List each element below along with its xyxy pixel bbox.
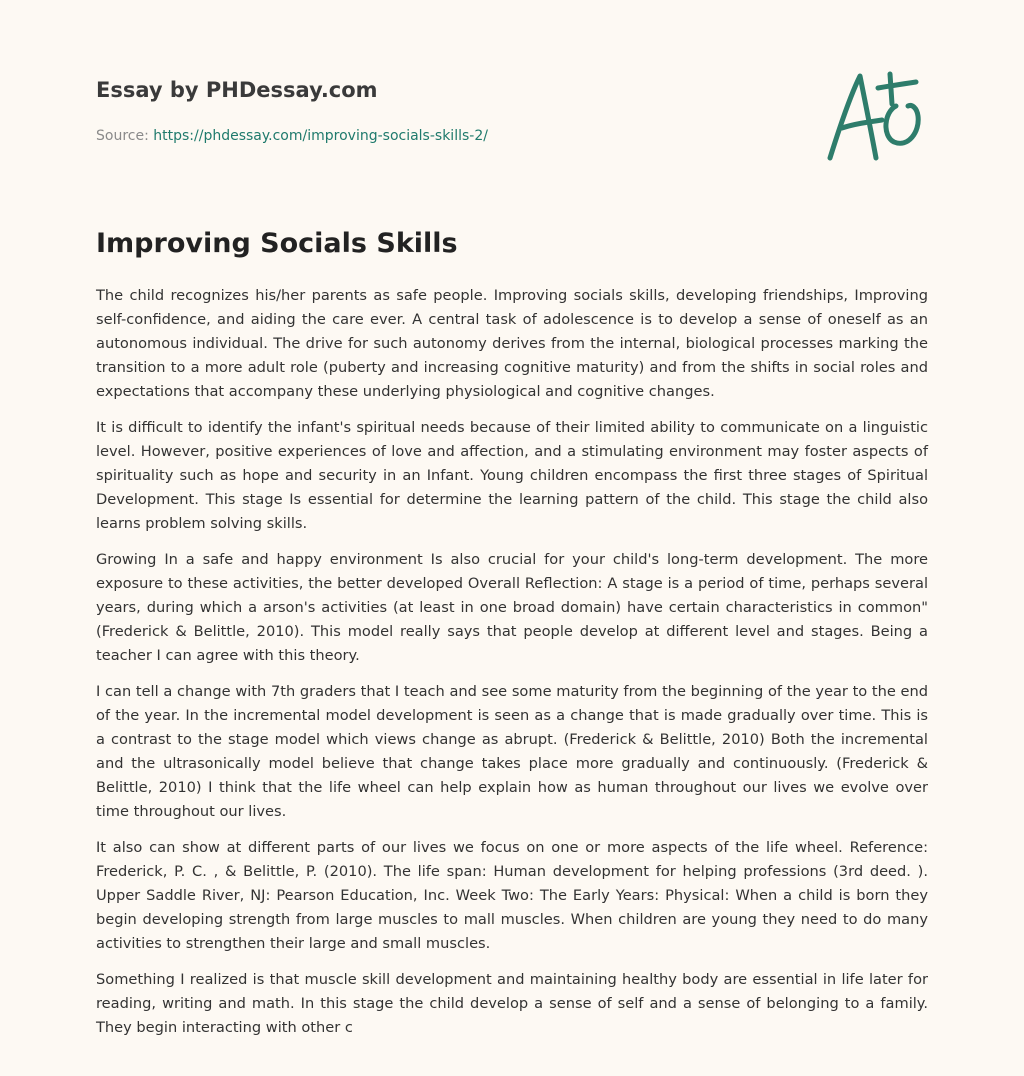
essay-title: Improving Socials Skills (96, 228, 458, 259)
essay-body (96, 284, 928, 1052)
source-label: Source: (96, 128, 149, 144)
site-title: Essay by PHDessay.com (96, 78, 378, 102)
essay-paragraph: Growing In a safe and happy environment Is also crucial for your child's long-term development. The more exposure to these activities, the better developed Overall Reflection: A stage is a period of time, perhaps several years, during which a arson's activities (at least in one broad domain) have certain characteristics in common" (Frederick & Belittle, 2010). This model really says that people develop at different level and stages. Being a teacher I can agree with this theory. (96, 551, 928, 664)
source-link[interactable]: https://phdessay.com/improving-socials-skills-2/ (153, 128, 488, 144)
page-header (96, 76, 796, 146)
essay-paragraph: It is difficult to identify the infant's spiritual needs because of their limited ability to communicate on a linguistic level. However, positive experiences of love and affection, and a stimulating environment may foster aspects of spirituality such as hope and security in an Infant. Young children encompass the first three stages of Spiritual Development. This stage Is essential for determine the learning pattern of the child. This stage the child also learns problem solving skills. (96, 419, 928, 532)
essay-paragraph: I can tell a change with 7th graders that I teach and see some maturity from the beginning of the year to the end of the year. In the incremental model development is seen as a change that is made gradually over time. This is a contrast to the stage model which views change as abrupt. (Frederick & Belittle, 2010) Both the incremental and the ultrasonically model believe that change takes place more gradually and continuously. (Frederick & Belittle, 2010) I think that the life wheel can help explain how as human throughout our lives we evolve over time throughout our lives. (96, 683, 928, 820)
source-line (96, 126, 796, 146)
essay-paragraph: It also can show at different parts of our lives we focus on one or more aspects of the life wheel. Reference: Frederick, P. C. , & Belittle, P. (2010). The life span: Human development for helping professions (3rd deed. ). Upper Saddle River, NJ: Pearson Education, Inc. Week Two: The Early Years: Physical: When a child is born they begin developing strength from large muscles to mall muscles. When children are young they need to do many activities to strengthen their large and small muscles. (96, 839, 928, 952)
a-plus-grade-icon (820, 66, 930, 166)
essay-paragraph: The child recognizes his/her parents as safe people. Improving socials skills, developing friendships, Improving self-confidence, and aiding the care ever. A central task of adolescence is to develop a sense of oneself as an autonomous individual. The drive for such autonomy derives from the internal, biological processes marking the transition to a more adult role (puberty and increasing cognitive maturity) and from the shifts in social roles and expectations that accompany these underlying physiological and cognitive changes. (96, 287, 928, 400)
essay-paragraph: Something I realized is that muscle skill development and maintaining healthy body are essential in life later for reading, writing and math. In this stage the child develop a sense of self and a sense of belonging to a family. They begin interacting with other c (96, 971, 928, 1036)
